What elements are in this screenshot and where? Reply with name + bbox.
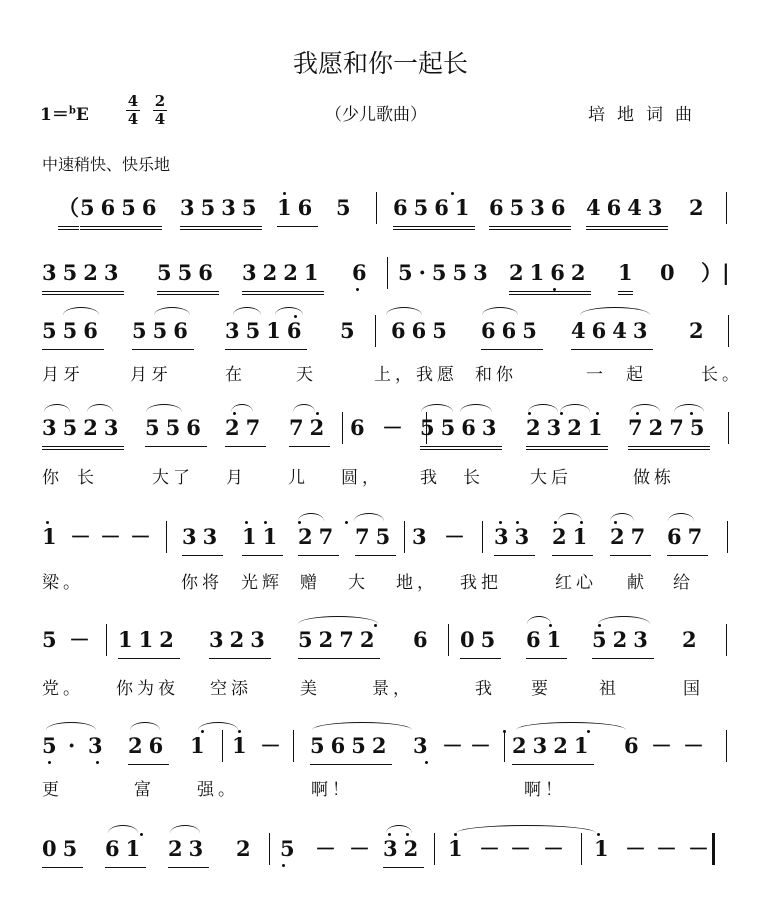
- note-group: 6536: [489, 190, 571, 230]
- slur: [482, 307, 518, 315]
- lyric-word: 强。: [197, 780, 239, 800]
- slur: [674, 404, 704, 412]
- lyric-word: 梁。: [42, 573, 84, 593]
- score-row: [0, 255, 761, 291]
- slur: [558, 513, 582, 521]
- note-group: 5·553: [398, 260, 494, 285]
- tempo-marking: 中速稍快、快乐地: [42, 155, 171, 174]
- note-group: 556: [157, 255, 219, 295]
- final-barline: [712, 833, 715, 865]
- slur: [354, 513, 384, 521]
- note-group: 3221: [242, 255, 324, 295]
- barline: [293, 730, 294, 762]
- lyric-word: 长: [77, 468, 94, 488]
- slur: [275, 307, 303, 315]
- dash-note: －: [349, 836, 370, 861]
- lyric-word: 一: [586, 365, 603, 385]
- slur: [386, 307, 422, 315]
- slur: [108, 825, 138, 833]
- slur: [456, 825, 596, 833]
- dash-note: －: [444, 524, 465, 549]
- slur: [298, 513, 324, 521]
- octave-dot-above: [140, 833, 143, 836]
- barline: [387, 257, 388, 289]
- slur: [610, 513, 634, 521]
- dash-note: －: [470, 733, 491, 758]
- octave-dot-above: [587, 730, 590, 733]
- lyric-word: 红心: [555, 573, 597, 593]
- note-group: 6561: [393, 190, 475, 230]
- note-group: 1: [618, 255, 633, 295]
- note-group: 3523: [42, 255, 124, 295]
- barline: [166, 521, 167, 553]
- dash-note: －: [100, 524, 121, 549]
- note-group: 556: [145, 410, 207, 447]
- note-group: 4643: [571, 313, 653, 350]
- note-group: 2: [689, 195, 704, 220]
- note-group: 5563: [420, 410, 502, 450]
- barline: [434, 833, 435, 865]
- octave-dot-below: [282, 864, 285, 867]
- octave-dot-above: [345, 521, 348, 524]
- lyric-word: 地，: [396, 573, 438, 593]
- note-group: 556: [132, 313, 194, 350]
- key-note: E: [75, 105, 89, 125]
- dash-note: －: [442, 733, 463, 758]
- octave-dot-above: [298, 521, 301, 524]
- repeat-paren: （: [58, 190, 79, 230]
- lyric-word: 光辉: [241, 573, 283, 593]
- slur: [146, 404, 182, 412]
- octave-dot-above: [316, 412, 319, 415]
- dash-note: －: [625, 836, 646, 861]
- octave-dot-above: [294, 315, 297, 318]
- note-group: 61: [105, 831, 146, 868]
- lyric-word: 党。: [42, 679, 84, 699]
- note-group: 1: [42, 524, 57, 549]
- note-group: 6: [413, 627, 428, 652]
- barline: [404, 521, 405, 553]
- octave-dot-above: [598, 624, 601, 627]
- note-group: 11: [242, 519, 283, 556]
- note-group: 05: [42, 831, 83, 868]
- octave-dot-above: [283, 192, 286, 195]
- note-group: 665: [391, 318, 453, 343]
- lyric-word: 景，: [372, 679, 414, 699]
- barline: [106, 624, 107, 656]
- slur: [386, 825, 412, 833]
- barline: [222, 730, 223, 762]
- note-group: 33: [182, 519, 223, 556]
- slur: [198, 722, 238, 730]
- slur: [580, 307, 650, 315]
- barline: [376, 192, 377, 224]
- note-group: 61: [526, 622, 567, 659]
- note-group: 27: [225, 410, 266, 447]
- note-group: 5: [340, 318, 355, 343]
- slur: [170, 825, 200, 833]
- note-group: 2321: [512, 728, 594, 765]
- note-group: 16: [277, 190, 318, 227]
- lyric-word: 长: [463, 468, 480, 488]
- time-signature-2: $\frac{2}{4}$: [154, 92, 166, 128]
- slur: [527, 616, 551, 624]
- lyric-word: 美: [300, 679, 317, 699]
- key-flat: b: [68, 105, 76, 117]
- lyric-word: 我把: [460, 573, 502, 593]
- note-group: 5: [42, 627, 57, 652]
- note-group: 67: [667, 519, 708, 556]
- barline: [504, 730, 505, 762]
- note-group: 3523: [42, 410, 124, 450]
- octave-dot-above: [636, 412, 639, 415]
- slur: [421, 404, 453, 412]
- note-group: 323: [209, 622, 271, 659]
- note-group: 5656: [80, 190, 162, 230]
- time-signature-1: $\frac{4}{4}$: [127, 92, 139, 128]
- song-title: 我愿和你一起长: [292, 49, 468, 78]
- dash-note: －: [130, 524, 151, 549]
- lyric-word: 和你: [475, 365, 517, 385]
- lyric-word: 献: [627, 573, 644, 593]
- note-group: 72: [289, 410, 330, 447]
- octave-dot-below: [356, 288, 359, 291]
- lyric-word: 国: [683, 679, 700, 699]
- credits: 培地词曲: [588, 105, 704, 125]
- note-group: 05: [460, 622, 501, 659]
- lyric-word: 天: [296, 365, 313, 385]
- note-group: 6: [350, 415, 365, 440]
- note-group: 523: [592, 622, 654, 659]
- barline: [581, 833, 582, 865]
- lyric-word: 大后: [530, 468, 572, 488]
- slur: [87, 404, 113, 412]
- dash-note: －: [543, 836, 564, 861]
- octave-dot-above: [233, 412, 236, 415]
- barline: [726, 624, 727, 656]
- lyric-word: 圆，: [341, 468, 383, 488]
- slur: [516, 722, 626, 730]
- note-group: 32: [383, 831, 424, 868]
- barline: [726, 730, 727, 762]
- octave-dot-above: [499, 521, 502, 524]
- lyric-word: 更: [42, 780, 59, 800]
- octave-dot-above: [596, 412, 599, 415]
- note-group: 5: [280, 836, 295, 861]
- octave-dot-above: [388, 833, 391, 836]
- dash-note: －: [69, 627, 90, 652]
- octave-dot-above: [554, 521, 557, 524]
- barline: [726, 192, 727, 224]
- slur: [598, 616, 650, 624]
- note-group: 3: [413, 733, 428, 758]
- octave-dot-above: [503, 730, 506, 733]
- octave-dot-above: [580, 521, 583, 524]
- lyric-word: 大: [348, 573, 365, 593]
- octave-dot-above: [264, 521, 267, 524]
- note-group: 75: [355, 519, 396, 556]
- note-group: 27: [298, 519, 339, 556]
- score-row: [0, 313, 761, 349]
- barline: [269, 833, 270, 865]
- octave-dot-above: [451, 192, 454, 195]
- note-group: 6: [352, 260, 367, 285]
- slur: [233, 307, 261, 315]
- slur: [528, 404, 558, 412]
- barline: [727, 521, 728, 553]
- octave-dot-above: [406, 833, 409, 836]
- lyric-word: 啊！: [524, 780, 566, 800]
- score-row: [0, 622, 761, 658]
- lyric-word: 在: [225, 365, 242, 385]
- note-group: 1: [190, 733, 205, 758]
- note-group: 5: [336, 195, 351, 220]
- barline: [342, 412, 343, 444]
- octave-dot-below: [425, 761, 428, 764]
- lyric-word: 富: [134, 780, 151, 800]
- lyric-word: 赠: [300, 573, 317, 593]
- dash-note: －: [688, 836, 709, 861]
- note-group: 27: [610, 519, 651, 556]
- lyric-word: 大了: [152, 468, 194, 488]
- slur: [293, 404, 315, 412]
- dash-note: －: [651, 733, 672, 758]
- note-group: 2321: [526, 410, 608, 450]
- score-row: [0, 410, 761, 446]
- octave-dot-above: [516, 521, 519, 524]
- note-group: 2: [682, 627, 697, 652]
- note-group: 1: [448, 836, 463, 861]
- dash-note: －: [683, 733, 704, 758]
- lyric-word: 你: [42, 468, 59, 488]
- barline: [728, 412, 729, 444]
- lyric-word: 祖: [599, 679, 616, 699]
- dash-note: －: [656, 836, 677, 861]
- lyric-word: 起: [626, 365, 643, 385]
- slur: [231, 404, 253, 412]
- note-group: 26: [128, 728, 169, 765]
- dash-note: －: [315, 836, 336, 861]
- octave-dot-above: [454, 833, 457, 836]
- slur: [630, 404, 660, 412]
- lyric-word: 儿: [288, 468, 305, 488]
- octave-dot-below: [96, 761, 99, 764]
- score-row: [0, 728, 761, 764]
- lyric-word: 你将: [181, 573, 223, 593]
- note-group: 5272: [298, 622, 380, 659]
- barline: [448, 624, 449, 656]
- note-group: 3: [412, 524, 427, 549]
- score-row: [0, 831, 761, 867]
- note-group: 5: [42, 733, 57, 758]
- note-group: 5652: [310, 728, 392, 765]
- dash-note: －: [479, 836, 500, 861]
- note-group: 1: [232, 733, 247, 758]
- dash-note: －: [70, 524, 91, 549]
- note-group: 3535: [180, 190, 262, 230]
- lyric-word: 长。: [701, 365, 743, 385]
- dash-note: －: [260, 733, 281, 758]
- lyric-word: 我: [420, 468, 437, 488]
- slur: [460, 404, 492, 412]
- note-group: 23: [168, 831, 209, 868]
- lyric-word: 啊！: [311, 780, 353, 800]
- score-row: [0, 190, 761, 226]
- lyric-word: 要: [531, 679, 548, 699]
- note-group: 0: [660, 260, 675, 285]
- slur: [130, 722, 160, 730]
- score-row: [0, 519, 761, 555]
- slur: [312, 722, 412, 730]
- note-group: 3516: [225, 313, 307, 350]
- octave-dot-above: [528, 412, 531, 415]
- octave-dot-above: [238, 730, 241, 733]
- lyric-word: 你为夜: [116, 679, 179, 699]
- barline: [728, 315, 729, 347]
- note-group: 21: [552, 519, 593, 556]
- note-group: 1: [594, 836, 609, 861]
- lyric-word: 月: [226, 468, 243, 488]
- lyric-word: 空添: [210, 679, 252, 699]
- note-group: 112: [118, 622, 180, 659]
- octave-dot-below: [48, 761, 51, 764]
- lyric-word: 给: [673, 573, 690, 593]
- lyric-word: 我: [475, 679, 492, 699]
- note-group: 665: [481, 313, 543, 350]
- octave-dot-above: [690, 412, 693, 415]
- barline: [482, 521, 483, 553]
- note-group: 3: [88, 733, 103, 758]
- octave-dot-above: [597, 833, 600, 836]
- octave-dot-above: [46, 521, 49, 524]
- octave-dot-above: [560, 412, 563, 415]
- lyric-word: 月牙: [130, 365, 172, 385]
- note-group: 33: [494, 519, 535, 556]
- slur: [154, 307, 190, 315]
- note-group: ）|: [701, 260, 730, 285]
- slur: [46, 722, 96, 730]
- octave-dot-below: [553, 288, 556, 291]
- note-group: 7275: [628, 410, 710, 450]
- lyric-word: 上，我愿: [374, 365, 458, 385]
- lyric-word: 月牙: [42, 365, 84, 385]
- slur: [44, 404, 70, 412]
- slur: [668, 513, 694, 521]
- slur: [560, 404, 590, 412]
- dash-note: －: [510, 836, 531, 861]
- key-signature: [40, 100, 89, 125]
- octave-dot-above: [245, 521, 248, 524]
- octave-dot-above: [201, 730, 204, 733]
- note-group: 2162: [509, 255, 591, 295]
- key-prefix: 1＝: [40, 105, 69, 125]
- octave-dot-above: [614, 521, 617, 524]
- slur: [298, 616, 378, 624]
- subtitle: （少儿歌曲）: [325, 105, 427, 125]
- note-group: 556: [42, 313, 104, 350]
- dash-note: －: [382, 415, 403, 440]
- octave-dot-above: [374, 624, 377, 627]
- note-group: 4643: [586, 190, 668, 230]
- note-group: ·: [68, 733, 76, 758]
- barline: [375, 315, 376, 347]
- note-group: 2: [236, 836, 251, 861]
- note-group: 2: [689, 318, 704, 343]
- note-group: 6: [624, 733, 639, 758]
- octave-dot-above: [549, 624, 552, 627]
- lyric-word: 做栋: [633, 468, 675, 488]
- slur: [63, 307, 99, 315]
